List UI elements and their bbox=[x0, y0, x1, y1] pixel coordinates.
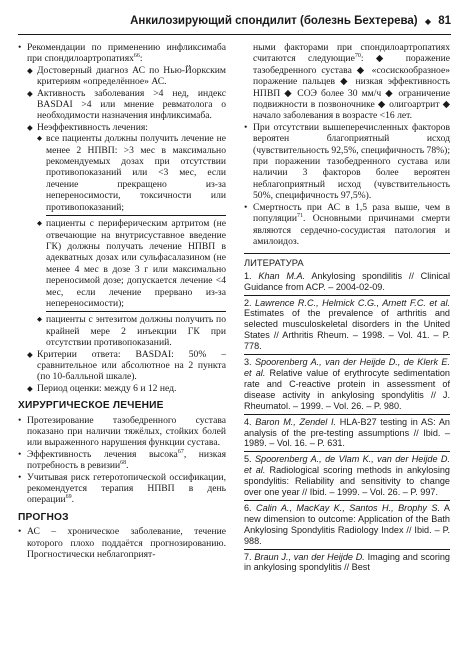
left-column bbox=[18, 42, 226, 560]
divider bbox=[244, 451, 450, 452]
list-item bbox=[27, 88, 226, 122]
footnote-ref: 66 bbox=[133, 53, 140, 60]
item-text: Критерии ответа: BASDAI: 50% – сравнительное или абсолютное на 2 пункта (по 10-балльной шкале). bbox=[37, 348, 226, 383]
reference-text: Estimates of the prevalence of arthritis and selected musculoskeletal disorders in the United States // Arthritis Rheum. – 1998. – Vol. 41. – P. 778. bbox=[244, 308, 450, 352]
reference-item bbox=[244, 552, 450, 574]
list-item bbox=[244, 202, 450, 248]
item-text: Протезирование тазобедренного сустава показано при наличии тяжёлых, стойких болей или выраженного нарушения функции сустава. bbox=[27, 414, 226, 449]
divider bbox=[244, 549, 450, 550]
reference-authors: Calin A., MacKay K., Santos H., Brophy S. bbox=[256, 502, 440, 513]
section-heading-surgery: ХИРУРГИЧЕСКОЕ ЛЕЧЕНИЕ bbox=[18, 400, 164, 412]
item-text: Эффективность лечения высока bbox=[27, 448, 178, 460]
footnote-ref: 71 bbox=[297, 212, 304, 219]
reference-item bbox=[244, 417, 450, 450]
item-text: . bbox=[71, 494, 75, 506]
reference-text: HLA-B27 testing in AS: An analysis of the pre-testing assumptions // Ibid. – 1989. – Vol. 16. – P. 631. bbox=[244, 416, 450, 449]
reference-text: A new dimension to outcome: Application of the Bath Ankylosing Spondylitis Radiology Index // Ibid. – P. 988. bbox=[244, 502, 450, 546]
item-text: Смертность при АС в 1,5 раза выше, чем в популяции bbox=[253, 201, 450, 225]
reference-text: Ankylosing spondilitis // Clinical Guidance from ACP. – 2004-02-09. bbox=[244, 270, 450, 292]
item-text: При отсутствии вышеперечисленных факторов вероятен благоприятный исход (чувствительность 92,5%, специфичность 78%); при поражении тазобедренного сустава или наличии 3 факторов более вероятен неблагоприятный исход (чувствительность 50%, специфичность 97,5%). bbox=[253, 121, 450, 202]
reference-item bbox=[244, 357, 450, 412]
item-text: : ◆ поражение тазобедренного сустава ◆ «сосискообразное» поражение пальцев ◆ низкая эффективность НПВП ◆ СОЭ более 30 мм/ч ◆ ограничение подвижности в позвоночнике ◆ олигоартрит ◆ начало заболевания в возрасте <16 лет. bbox=[253, 53, 450, 122]
list-item bbox=[27, 383, 226, 394]
reference-number: 3. bbox=[244, 357, 255, 368]
list-item bbox=[27, 122, 226, 349]
reference-text: Imaging and scoring in ankylosing spondylitis // Best bbox=[244, 551, 450, 573]
reference-authors: Spoorenberg A., de Vlam K., van der Heijde D. et al. bbox=[244, 454, 450, 476]
right-column bbox=[244, 42, 450, 573]
section-heading-prognosis: ПРОГНОЗ bbox=[18, 511, 69, 523]
list-item-infliximab-recommendations bbox=[18, 42, 226, 394]
footnote-ref: 67 bbox=[177, 448, 184, 455]
reference-authors: Braun J., van der Heijde D. bbox=[254, 551, 365, 562]
list-item bbox=[244, 122, 450, 202]
continued-text bbox=[244, 42, 450, 122]
reference-text: Relative value of erythrocyte sedimentation rate and C-reactive protein in assessment of disease activity in ankylosing spondylitis // J. Rheumatol. – 1999. – Vol. 26. – P. 980. bbox=[244, 367, 450, 411]
header-title: Анкилозирующий спондилит (болезнь Бехтерева) bbox=[130, 15, 418, 27]
prognosis-list-continued bbox=[244, 122, 450, 247]
item-text: АС – хроническое заболевание, течение которого плохо поддаётся прогнозированию. Прогностически неблагоприят- bbox=[27, 526, 226, 561]
reference-number: 6. bbox=[244, 502, 257, 513]
list-item bbox=[37, 133, 226, 216]
reference-number: 7. bbox=[244, 551, 255, 562]
reference-item bbox=[244, 298, 450, 353]
item-text: . Основными причинами смерти являются сердечно-сосудистая патология и амилоидоз. bbox=[253, 213, 450, 247]
footnote-ref: 70 bbox=[354, 53, 361, 60]
header-diamond: ◆ bbox=[424, 17, 431, 26]
list-item bbox=[18, 472, 226, 506]
surgery-list bbox=[18, 415, 226, 506]
item-text: пациенты с периферическим артритом (не отвечающие на внутрисуставное введение ГК) должны получать лечение НПВП в адекватных дозах или сульфасалазином (не менее 4 мес в дозе 3 г или максимально переносимой дозе; допускается лечение <4 мес, если лечение прервано из-за непереносимости); bbox=[46, 218, 226, 309]
references-list bbox=[244, 271, 450, 574]
item-text: . bbox=[126, 460, 129, 472]
prognosis-list bbox=[18, 526, 226, 560]
divider bbox=[244, 414, 450, 415]
divider bbox=[244, 500, 450, 501]
running-header bbox=[18, 8, 451, 35]
divider bbox=[244, 295, 450, 296]
reference-number: 2. bbox=[244, 297, 256, 308]
list-item bbox=[27, 65, 226, 88]
item-text: все пациенты должны получить лечение не менее 2 НПВП: >3 мес в максимально рекомендуемых дозах при отсутствии противопоказаний или <3 мес, если лечение прекращено из-за непереносимости, токсичности или противопоказаний; bbox=[46, 133, 226, 213]
main-list bbox=[18, 42, 226, 394]
reference-authors: Baron M., Zendel I. bbox=[255, 416, 337, 427]
reference-authors: Khan M.A. bbox=[258, 270, 306, 281]
item-text: Активность заболевания >4 нед, индекс BASDAI >4 или мнение ревматолога о необходимости назначения инфликсимаба. bbox=[37, 87, 226, 122]
list-item bbox=[37, 218, 226, 312]
reference-number: 5. bbox=[244, 454, 255, 465]
item-text: ными факторами при спондилоартропатиях считаются следующие bbox=[253, 42, 450, 65]
reference-text: Radiological scoring methods in ankylosing spondylitis: Reliability and sensitivity to change over one year // Ibid. – 1999. – Vol. 26. – P. 997. bbox=[244, 465, 450, 498]
item-text: : bbox=[139, 53, 143, 65]
list-item bbox=[37, 314, 226, 348]
list-item bbox=[27, 349, 226, 383]
item-text: Рекомендации по применению инфликсимаба при спондилоартропатиях bbox=[27, 42, 226, 65]
item-text: , низкая потребность в ревизии bbox=[27, 448, 226, 472]
reference-number: 4. bbox=[244, 416, 256, 427]
divider bbox=[46, 311, 226, 312]
reference-item bbox=[244, 454, 450, 498]
item-text: Достоверный диагноз АС по Нью-Йоркским критериям «определённое» АС. bbox=[37, 64, 226, 88]
item-text: Учитывая риск гетеротопической оссификации, рекомендуется терапия НПВП в день операции bbox=[27, 471, 226, 506]
sublist bbox=[27, 65, 226, 394]
item-text: пациенты с энтезитом должны получить по крайней мере 2 инъекции ГК при отсутствии противопоказаний. bbox=[46, 314, 226, 349]
list-item bbox=[18, 526, 226, 560]
references-heading: ЛИТЕРАТУРА bbox=[244, 253, 450, 268]
reference-authors: Lawrence R.C., Helmick C.G., Arnett F.C. et al. bbox=[255, 297, 450, 308]
divider bbox=[46, 215, 226, 216]
reference-number: 1. bbox=[244, 270, 259, 281]
reference-item bbox=[244, 503, 450, 547]
item-text: Неэффективность лечения: bbox=[37, 121, 148, 133]
sublist bbox=[37, 133, 226, 348]
footnote-ref: 69 bbox=[65, 494, 72, 501]
item-text: Период оценки: между 6 и 12 нед. bbox=[37, 382, 177, 394]
divider bbox=[244, 354, 450, 355]
list-item bbox=[18, 449, 226, 472]
footnote-ref: 68 bbox=[120, 460, 127, 467]
page-number: 81 bbox=[438, 15, 451, 27]
list-item bbox=[18, 415, 226, 449]
reference-item bbox=[244, 271, 450, 293]
reference-authors: Spoorenberg A., van der Heijde D., de Klerk E. et al. bbox=[244, 357, 450, 378]
